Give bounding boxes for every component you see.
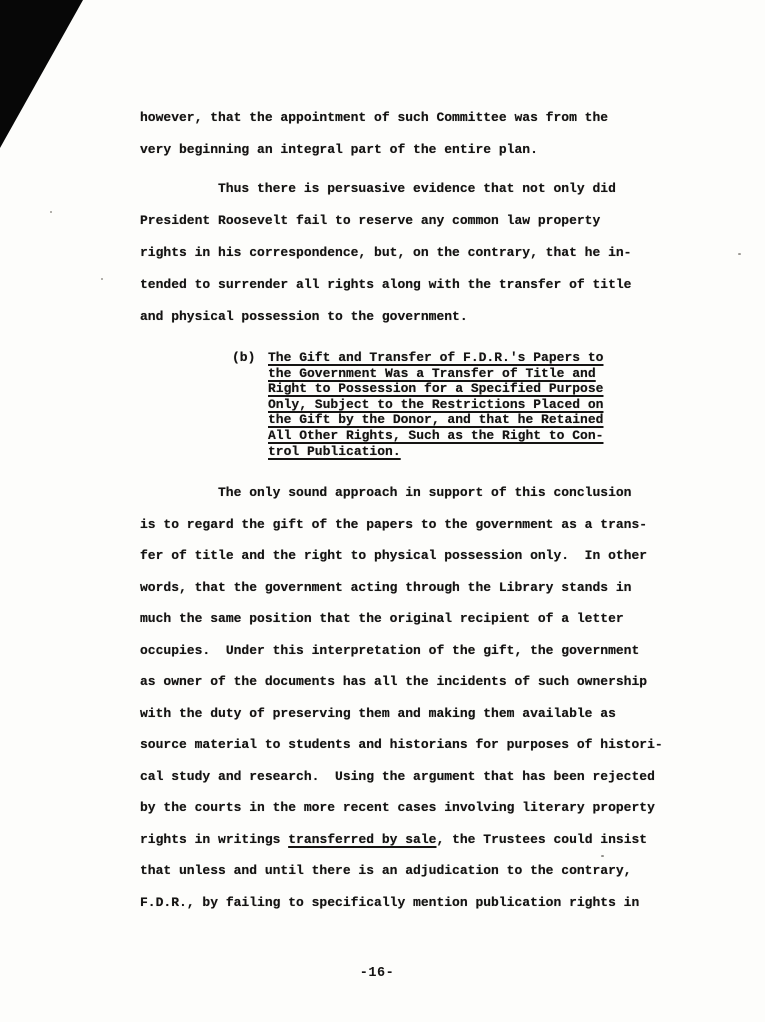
scan-speck (101, 278, 103, 280)
text-line: rights in his correspondence, but, on the contrary, that he in- (140, 245, 632, 260)
subheading-text-line: Only, Subject to the Restrictions Placed on (268, 396, 604, 412)
scan-corner-artifact (0, 0, 83, 148)
text-segment: , the Trustees could insist (436, 831, 648, 847)
text-line: and physical possession to the government. (140, 309, 468, 324)
text-segment: rights in writings (140, 831, 289, 847)
paragraph-committee-appointment (140, 102, 608, 166)
paragraph-lines (140, 102, 608, 166)
text-line: that unless and until there is an adjudication to the contrary, (140, 863, 632, 878)
subheading-text-line: the Gift by the Donor, and that he Retained (268, 412, 604, 428)
subheading-b (232, 350, 603, 459)
text-line: F.D.R., by failing to specifically mention publication rights in (140, 894, 640, 910)
text-line-with-underline (140, 824, 663, 856)
subheading-text-line: The Gift and Transfer of F.D.R.'s Papers to (268, 350, 604, 365)
text-line: occupies. Under this interpretation of the gift, the government (140, 642, 640, 658)
subheading-text-line: the Government Was a Transfer of Title and (268, 365, 596, 381)
subheading-label: (b) (232, 350, 256, 365)
text-line: fer of title and the right to physical possession only. In other (140, 548, 648, 563)
subheading-text-line: Right to Possession for a Specified Purpose (268, 381, 604, 397)
text-line: source material to students and historians for purposes of histori- (140, 737, 663, 752)
text-line: The only sound approach in support of this conclusion (218, 485, 632, 500)
text-line: President Roosevelt fail to reserve any common law property (140, 213, 601, 228)
text-line: much the same position that the original recipient of a letter (140, 611, 624, 626)
text-line: however, that the appointment of such Committee was from the (140, 110, 609, 125)
scan-speck (50, 211, 52, 213)
text-line: by the courts in the more recent cases involving literary property (140, 800, 655, 815)
text-line: very beginning an integral part of the entire plan. (140, 142, 538, 157)
underlined-phrase: transferred by sale (288, 831, 437, 847)
subheading-text-line: All Other Rights, Such as the Right to Con- (268, 427, 604, 443)
scan-speck (738, 253, 741, 255)
subheading-lines (268, 350, 603, 459)
paragraph-lines (140, 173, 631, 333)
text-line: with the duty of preserving them and making them available as (140, 705, 616, 721)
subheading-text-line: trol Publication. (268, 443, 401, 459)
paragraph-lines (140, 855, 663, 918)
text-line: cal study and research. Using the argument that has been rejected (140, 768, 655, 784)
text-line: tended to surrender all rights along with the transfer of title (140, 277, 632, 292)
paragraph-gift-interpretation (140, 477, 663, 918)
paragraph-lines (140, 477, 663, 824)
text-line: Thus there is persuasive evidence that not only did (218, 181, 616, 196)
text-line: is to regard the gift of the papers to the government as a trans- (140, 516, 648, 532)
text-line: as owner of the documents has all the incidents of such ownership (140, 674, 648, 689)
paragraph-persuasive-evidence (140, 173, 631, 333)
page-number: -16- (359, 966, 395, 981)
text-line: words, that the government acting through the Library stands in (140, 579, 632, 595)
